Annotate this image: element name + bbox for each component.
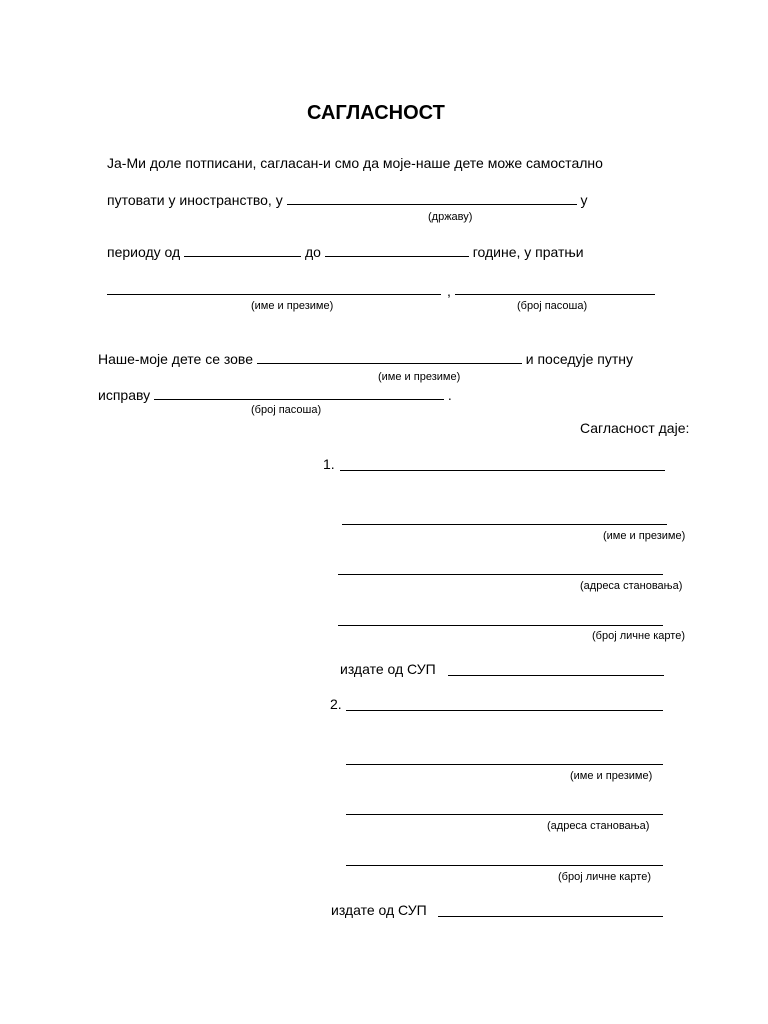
companion-passport-field[interactable] bbox=[455, 294, 655, 295]
person-1-number: 1. bbox=[323, 456, 335, 472]
person-2-name-field[interactable] bbox=[346, 764, 663, 765]
person-2-signature-field[interactable] bbox=[346, 710, 663, 711]
period-line bbox=[107, 244, 584, 260]
consent-given-label: Сагласност даје: bbox=[580, 420, 690, 436]
person-1-name-field[interactable] bbox=[342, 524, 667, 525]
person-2-address-field[interactable] bbox=[346, 814, 663, 815]
period-to-label: до bbox=[304, 244, 321, 260]
person-1-id-card-label: (број личне карте) bbox=[592, 630, 685, 642]
companion-name-label: (име и презиме) bbox=[251, 300, 334, 312]
child-line-1-prefix: Наше-моје дете се зове bbox=[98, 351, 253, 367]
country-field-label: (државу) bbox=[428, 211, 473, 223]
person-1-address-label: (адреса становања) bbox=[580, 580, 683, 592]
document-title: САГЛАСНОСТ bbox=[307, 102, 445, 124]
person-1-issued-by-label: издате од СУП bbox=[340, 661, 436, 677]
person-2-address-label: (адреса становања) bbox=[547, 820, 650, 832]
period-prefix: периоду од bbox=[107, 244, 181, 260]
child-passport-label: (број пасоша) bbox=[251, 404, 322, 416]
companion-comma: , bbox=[447, 283, 451, 299]
intro-line-2-suffix: у bbox=[580, 192, 588, 208]
child-line-2-prefix: исправу bbox=[98, 387, 151, 403]
person-1-id-card-field[interactable] bbox=[338, 625, 663, 626]
period-to-field[interactable] bbox=[325, 244, 469, 257]
period-suffix: године, у пратњи bbox=[472, 244, 584, 260]
period-from-field[interactable] bbox=[184, 244, 301, 257]
person-2-id-card-label: (број личне карте) bbox=[558, 871, 651, 883]
child-line-2-suffix: . bbox=[447, 387, 452, 403]
person-2-issued-by-label: издате од СУП bbox=[331, 902, 427, 918]
person-1-signature-field[interactable] bbox=[340, 470, 665, 471]
person-2-id-card-field[interactable] bbox=[346, 865, 663, 866]
intro-line-2-prefix: путовати у иностранство, у bbox=[107, 192, 283, 208]
child-name-field[interactable] bbox=[257, 351, 522, 364]
person-1-name-label: (име и презиме) bbox=[603, 530, 686, 542]
person-1-issued-by-field[interactable] bbox=[448, 675, 664, 676]
companion-name-field[interactable] bbox=[107, 294, 441, 295]
intro-line-2 bbox=[107, 192, 588, 208]
country-field[interactable] bbox=[287, 192, 577, 205]
companion-passport-label: (број пасоша) bbox=[517, 300, 588, 312]
child-line-2 bbox=[98, 387, 452, 403]
child-passport-field[interactable] bbox=[154, 387, 444, 400]
person-2-issued-by-field[interactable] bbox=[438, 916, 663, 917]
person-1-address-field[interactable] bbox=[338, 574, 663, 575]
child-name-label: (име и презиме) bbox=[378, 371, 461, 383]
person-2-number: 2. bbox=[330, 696, 342, 712]
person-2-name-label: (име и презиме) bbox=[570, 770, 653, 782]
child-line-1-suffix: и поседује путну bbox=[525, 351, 634, 367]
intro-line-1: Ја-Ми доле потписани, сагласан-и смо да моје-наше дете може самостално bbox=[107, 155, 603, 171]
child-line-1 bbox=[98, 351, 633, 367]
